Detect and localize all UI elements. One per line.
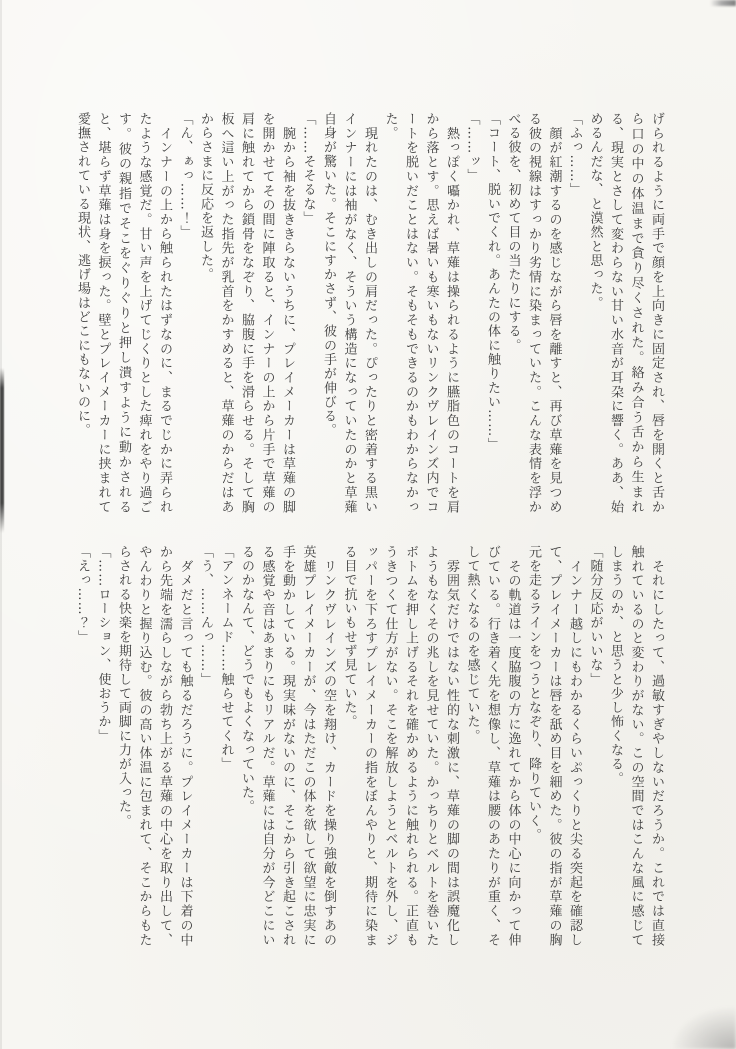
- paragraph: それにしたって、過敏すぎやしないだろうか。これでは直接触れているのと変わりがない。この空間ではこんな風に感じてしまうのか、と思うと少し怖くなる。: [608, 545, 664, 947]
- paragraph: インナー越しにもわかるくらいぷっくりと尖る突起を確認して、プレイメーカーは唇を舐め目を細めた。彼の指が草薙の胸元を走るラインをつうとなぞり、降りていく。: [526, 545, 582, 947]
- scan-artifact-bottom-right: [672, 1007, 736, 1049]
- paragraph: 現れたのは、むき出しの肩だった。ぴったりと密着する黒いインナーには袖がなく、そういう構造になっていたのかと草薙自身が驚いた。そこにすかさず、彼の手が伸びる。: [321, 112, 377, 514]
- paragraph: ダメだと言っても触るだろうに。プレイメーカーは下着の中から先端を濡らしながら勃ち上がる草薙の中心を取り出して、やんわりと握り込む。彼の高い体温に包まれて、そこからもたらされる快楽を期待して両脚に力が入った。: [116, 545, 193, 947]
- paragraph: 「随分反応がいいな」: [587, 545, 603, 687]
- paragraph: リンクヴレインズの空を翔け、カードを操り強敵を倒すあの英雄プレイメーカーが、今はただこの体を欲して欲望に忠実に手を動かしている。現実味がないのに、そこから引き起こされる感覚や音はあまりにもリアルだ。草薙には自分が今どこにいるのかなんて、どうでもよくなっていた。: [239, 545, 336, 947]
- paragraph: 熱っぽく囁かれ、草薙は操られるように臙脂色のコートを肩から落とす。思えば暑いも寒いもないリンクヴレインズ内でコートを脱いだことはない。そもそもできるのかもわからなかった。: [382, 112, 459, 514]
- paragraph: 「……ッ」: [464, 112, 480, 183]
- vertical-text-block-bottom: [70, 545, 666, 947]
- paragraph: 雰囲気だけではない性的な刺激に、草薙の脚の間は誤魔化しようもなくその兆しを見せていた。かっちりとベルトを巻いたボトムを押し上げるそれを確かめるように触れられる。正直もうきつくて仕方がない。そこを解放しようとベルトを外し、ジッパーを下ろすプレイメーカーの指をぼんやりと、期待に染まる目で抗いもせず見ていた。: [341, 545, 459, 947]
- paragraph: その軌道は一度脇腹の方に逸れてから体の中心に向かって伸びている。行き着く先を想像し、草薙は腰のあたりが重く、そして熱くなるのを感じていた。: [464, 545, 521, 947]
- binding-shadow: [0, 368, 4, 533]
- paragraph: 腕から袖を抜ききらないうちに、プレイメーカーは草薙の脚を開かせてその間に陣取ると、インナーの上から片手で草薙の肩に触れてから鎖骨をなぞり、脇腹に手を滑らせる。そして胸板へ這い上がった指先が乳首をかすめると、草薙のからだはあからさまに反応を返した。: [198, 112, 295, 514]
- paragraph: 「……ローション、使おうか」: [95, 545, 111, 744]
- scan-artifact-top-right: [710, 0, 736, 6]
- paragraph: 顔が紅潮するのを感じながら唇を離すと、再び草薙を見つめる彼の視線はすっかり劣情に染まっていた。こんな表情を浮かべる彼を、初めて目の当たりにする。: [505, 112, 562, 514]
- paragraph: 「えっ……？」: [75, 545, 90, 645]
- paragraph: 「……そそるな」: [300, 112, 316, 226]
- paragraph: 「ふっ……」: [567, 112, 582, 197]
- vertical-text-block-top: [70, 112, 666, 514]
- paragraph: 「コート、脱いでくれ。あんたの体に触りたい……」: [485, 112, 500, 452]
- paragraph: げられるように両手で顔を上向きに固定され、唇を開くと舌から口の中の体温まで貪り尽くされた。絡み合う舌から生まれる、現実とさして変わらない甘い水音が耳朶に響く。ああ、始めるんだな、と漠然と思った。: [587, 112, 664, 514]
- paragraph: 「ん、ぁっ……！」: [177, 112, 193, 240]
- paragraph: 「う、……んっ……」: [198, 545, 213, 687]
- paragraph: 「アンネームド……触らせてくれ」: [218, 545, 234, 772]
- paragraph: インナーの上から触られたはずなのに、まるでじかに弄られたような感覚だ。甘い声を上げてじくりとした痺れをやり過ごす。彼の親指でそこをぐりぐりと押し潰すように動かされると、堪らず草薙は身を捩った。壁とプレイメーカーに挟まれて愛撫されている現状、逃げ場はどこにもないのに。: [75, 112, 172, 514]
